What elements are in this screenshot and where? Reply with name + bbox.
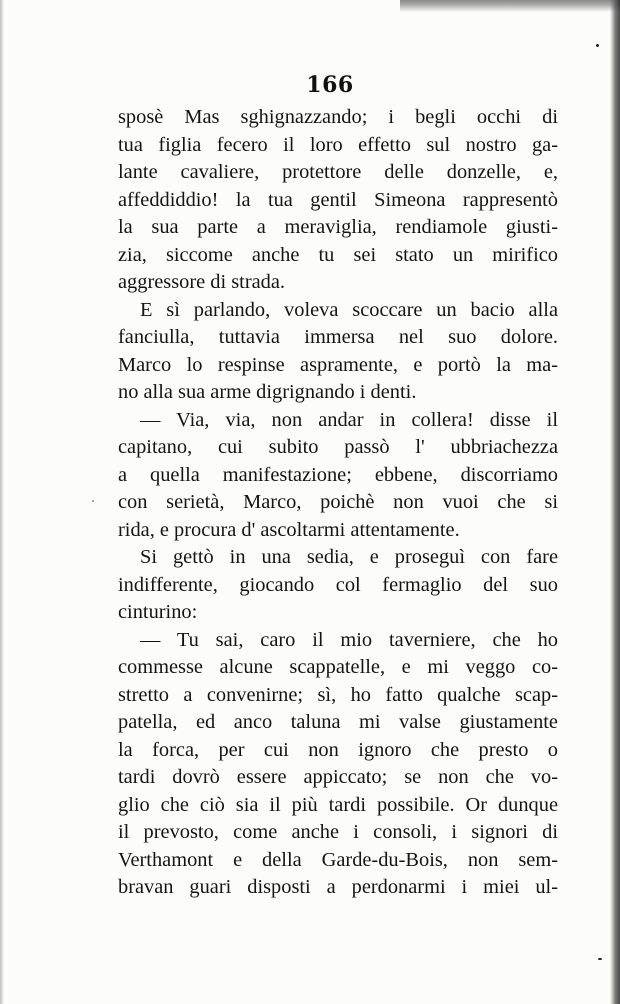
page-top-shadow bbox=[400, 0, 620, 12]
text-line: il prevosto, come anche i consoli, i signori di bbox=[118, 821, 558, 843]
text-line: aggressore di strada. bbox=[118, 271, 286, 293]
text-line: sposè Mas sghignazzando; i begli occhi di bbox=[118, 106, 558, 128]
paragraph-start-line: — Tu sai, caro il mio taverniere, che ho bbox=[140, 628, 558, 651]
text-line: la forca, per cui non ignoro che presto o bbox=[118, 738, 558, 761]
ink-speck bbox=[92, 500, 94, 502]
text-line: tua figlia fecero il loro effetto sul nostro ga- bbox=[118, 133, 558, 156]
ink-speck bbox=[598, 958, 602, 960]
paragraph-start-line: — Via, via, non andar in collera! disse il bbox=[140, 408, 558, 431]
text-line: cinturino: bbox=[118, 601, 198, 623]
text-line: la sua parte a meraviglia, rendiamole giusti- bbox=[118, 216, 558, 238]
text-line: Verthamont e della Garde-du-Bois, non sem- bbox=[118, 848, 558, 871]
text-line: stretto a convenirne; sì, ho fatto qualche scap- bbox=[118, 683, 558, 706]
text-line: zia, siccome anche tu sei stato un mirifico bbox=[118, 243, 558, 266]
text-line: fanciulla, tuttavia immersa nel suo dolore. bbox=[118, 326, 558, 348]
text-line: patella, ed anco taluna mi valse giustamente bbox=[118, 711, 558, 733]
text-line: lante cavaliere, protettore delle donzelle, e, bbox=[118, 161, 558, 183]
text-line: tardi dovrò essere appiccato; se non che vo- bbox=[118, 766, 558, 788]
text-line: con serietà, Marco, poichè non vuoi che si bbox=[118, 491, 558, 513]
text-line: affeddiddio! la tua gentil Simeona rappresentò bbox=[118, 188, 558, 211]
page-right-shadow bbox=[610, 0, 620, 1004]
text-line: bravan guari disposti a perdonarmi i miei ul- bbox=[118, 876, 558, 898]
page-left-edge bbox=[0, 0, 4, 1004]
text-line: Marco lo respinse aspramente, e portò la ma- bbox=[118, 353, 558, 376]
text-line: glio che ciò sia il più tardi possibile. Or dunque bbox=[118, 793, 558, 816]
paragraph-start-line: E sì parlando, voleva scoccare un bacio alla bbox=[140, 298, 558, 321]
text-line: rida, e procura d' ascoltarmi attentamente. bbox=[118, 518, 460, 541]
page-number: 166 bbox=[306, 72, 354, 98]
text-line: no alla sua arme digrignando i denti. bbox=[118, 381, 417, 403]
text-line: capitano, cui subito passò l' ubbriachezza bbox=[118, 436, 558, 458]
text-line: commesse alcune scappatelle, e mi veggo co- bbox=[118, 656, 558, 678]
text-line: a quella manifestazione; ebbene, discorriamo bbox=[118, 463, 558, 486]
text-line: indifferente, giocando col fermaglio del suo bbox=[118, 573, 558, 596]
body-text bbox=[118, 104, 558, 902]
paragraph-start-line: Si gettò in una sedia, e proseguì con fare bbox=[140, 546, 558, 568]
ink-speck bbox=[596, 44, 599, 47]
